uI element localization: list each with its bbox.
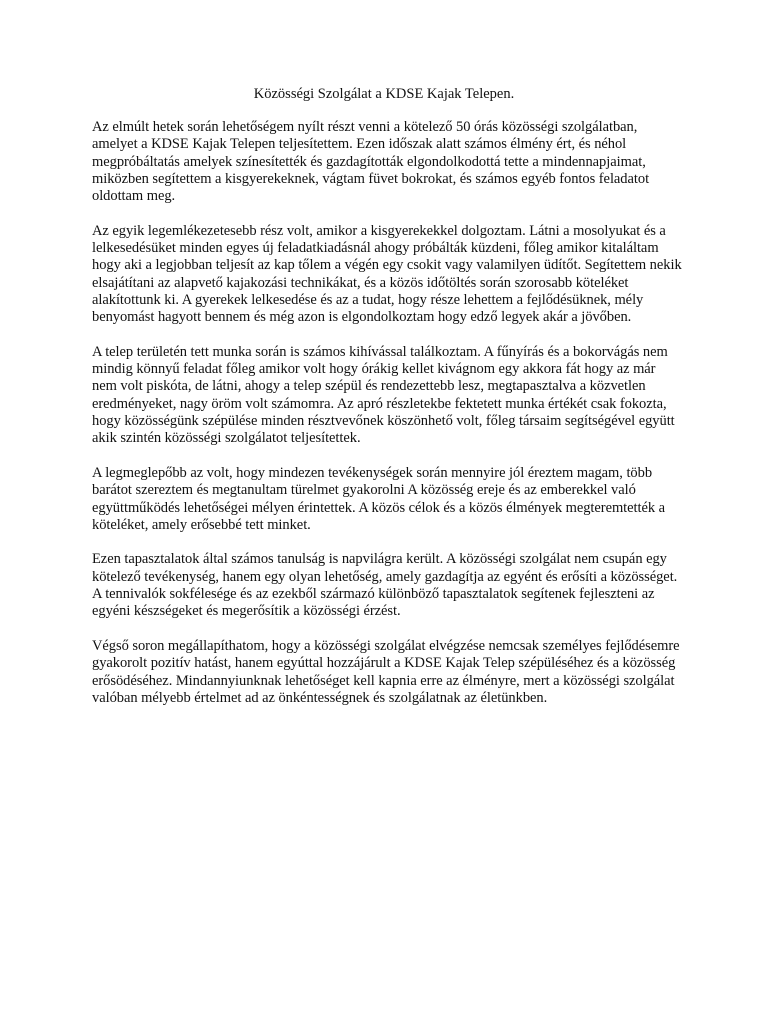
paragraph-5: Ezen tapasztalatok által számos tanulság is napvilágra került. A közösségi szolgálat nem csupán egy kötelező tevékenység, hanem egy olyan lehetőség, amely gazdagítja az egyént és erősíti a közösséget. A tennivalók sokfélesége és az ezekből származó különböző tapasztalatok segítenek fejleszteni az egyéni készségeket és megerősítik a közösségi érzést.	[92, 551, 678, 620]
paragraph-1: Az elmúlt hetek során lehetőségem nyílt részt venni a kötelező 50 órás közösségi szolgálatban, amelyet a KDSE Kajak Telepen teljesítettem. Ezen időszak alatt számos élmény ért, és néhol megpróbáltatás amelyek színesítették és gazdagították elgondolkodottá tette a mindennapjaimat, miközben segítettem a kisgyerekeknek, vágtam füvet bokrokat, és számos egyéb fontos feladatot oldottam meg.	[92, 119, 650, 205]
document-body	[92, 119, 682, 724]
paragraph-4: A legmeglepőbb az volt, hogy mindezen tevékenységek során mennyire jól éreztem magam, több barátot szereztem és megtanultam türelmet gyakorolni A közösség ereje és az emberekkel való együttműködés lehetőségei mélyen érintettek. A közös célok és a közös élmények megteremtették a köteléket, amely erősebbé tett minket.	[92, 464, 666, 533]
paragraph-3: A telep területén tett munka során is számos kihívással találkoztam. A fűnyírás és a bokorvágás nem mindig könnyű feladat főleg amikor volt hogy órákig kellet kivágnom egy akkora fát hogy az már nem volt piskóta, de látni, ahogy a telep szépül és rendezettebb lesz, megtapasztalva a közvetlen eredményeket, nagy öröm volt számomra. Az apró részletekbe fektetett munka értékét csak fokozta, hogy közösségünk szépülése minden résztvevőnek köszönhető volt, főleg társaim segítségével együtt akik szintén közösségi szolgálatot teljesítettek.	[92, 343, 675, 447]
document-title: Közösségi Szolgálat a KDSE Kajak Telepen.	[253, 86, 515, 102]
paragraph-2: Az egyik legemlékezetesebb rész volt, amikor a kisgyerekekkel dolgoztam. Látni a mosolyukat és a lelkesedésüket minden egyes új feladatkiadásnál ahogy próbálták küzdeni, főleg amikor kitaláltam hogy aki a legjobban teljesít az kap tőlem a végén egy csokit vagy valamilyen üdítőt. Segítettem nekik elsajátítani az alapvető kajakozási technikákat, és a közös időtöltés során szorosabb köteléket alakítottunk ki. A gyerekek lelkesedése és az a tudat, hogy része lehettem a fejlődésüknek, mély benyomást hagyott bennem és még azon is elgondolkoztam hogy edző legyek akár a jövőben.	[92, 222, 682, 326]
paragraph-6: Végső soron megállapíthatom, hogy a közösségi szolgálat elvégzése nemcsak személyes fejlődésemre gyakorolt pozitív hatást, hanem egyúttal hozzájárult a KDSE Kajak Telep szépüléséhez és a közösség erősödéséhez. Mindannyiunknak lehetőséget kell kapnia erre az élményre, mert a közösségi szolgálat valóban mélyebb értelmet ad az önkéntességnek és szolgálatnak az életünkben.	[92, 637, 680, 706]
